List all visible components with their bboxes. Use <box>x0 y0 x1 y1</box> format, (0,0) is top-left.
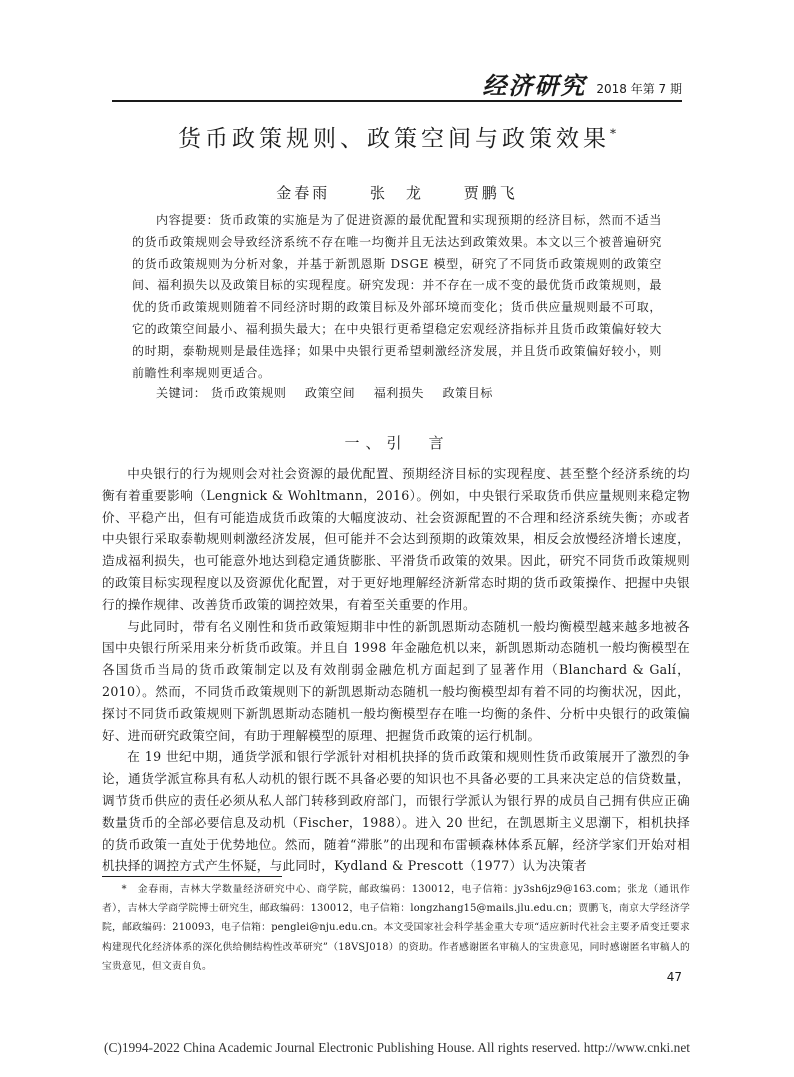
keyword: 政策空间 <box>304 386 356 400</box>
footnote: * 金春雨，吉林大学数量经济研究中心、商学院，邮政编码：130012，电子信箱：jy3sh6jz9@163.com；张龙（通讯作者），吉林大学商学院博士研究生，邮政编码：130012，电子信箱：longzhang15@mails.jlu.edu.cn；贾鹏飞，南京大学经济学院，邮政编码：210093，电子信箱：penglei@nju.edu.cn。本文受国家社会科学基金重大专项“适应新时代社会主要矛盾变迁要求构建现代化经济体系的深化供给侧结构性改革研究”（18VSJ018）的资助。作者感谢匿名审稿人的宝贵意见，同时感谢匿名审稿人的宝贵意见，但文责自负。 <box>102 884 690 972</box>
keyword: 货币政策规则 <box>210 386 287 400</box>
author: 贾鹏飞 <box>463 184 518 202</box>
keywords <box>132 384 662 402</box>
paper-title <box>0 120 794 153</box>
author: 金春雨 <box>276 184 331 202</box>
copyright-notice: (C)1994-2022 China Academic Journal Electronic Publishing House. All rights reserved. http://www.cnki.net <box>104 1040 690 1055</box>
footnote-divider <box>102 876 282 877</box>
keyword: 政策目标 <box>442 386 493 400</box>
paper-title-text: 货币政策规则、政策空间与政策效果 <box>178 126 610 152</box>
page-number: 47 <box>666 970 682 984</box>
paragraph: 在 19 世纪中期，通货学派和银行学派针对相机抉择的货币政策和规则性货币政策展开了激烈的争论，通货学派宣称具有私人动机的银行既不具备必要的知识也不具备必要的工具来决定总的信贷数量，调节货币供应的责任必须从私人部门转移到政府部门，而银行学派认为银行界的成员自己拥有供应正确数量货币的全部必要信息及动机（Fischer，1988）。进入 20 世纪，在凯恩斯主义思潮下，相机抉择的货币政策一直处于优势地位。然而，随着“滞胀”的出现和布雷顿森林体系瓦解，经济学家们开始对相机抉择的调控方式产生怀疑，与此同时，Kydland & Prescott（1977）认为决策者 <box>102 749 690 874</box>
abstract: 内容提要：货币政策的实施是为了促进资源的最优配置和实现预期的经济目标，然而不适当的货币政策规则会导致经济系统不存在唯一均衡并且无法达到政策效果。本文以三个被普遍研究的货币政策规则为分析对象，并基于新凯恩斯 DSGE 模型，研究了不同货币政策规则的政策空间、福利损失以及政策目标的实现程度。研究发现：并不存在一成不变的最优货币政策规则，最优的货币政策规则随着不同经济时期的政策目标及外部环境而变化；货币供应量规则最不可取，它的政策空间最小、福利损失最大；在中央银行更希望稳定宏观经济指标并且货币政策偏好较大的时期，泰勒规则是最佳选择；如果中央银行更希望刺激经济发展，并且货币政策偏好较小，则前瞻性利率规则更适合。 <box>132 213 662 380</box>
paragraph: 中央银行的行为规则会对社会资源的最优配置、预期经济目标的实现程度、甚至整个经济系统的均衡有着重要影响（Lengnick & Wohltmann，2016）。例如，中央银行采取货币供应量规则来稳定物价、平稳产出，但有可能造成货币政策的大幅度波动、社会资源配置的不合理和经济系统失衡；亦或者中央银行采取泰勒规则刺激经济发展，但可能并不会达到预期的政策效果，相反会放慢经济增长速度，造成福利损失，也可能意外地达到稳定通货膨胀、平滑货币政策的效果。因此，研究不同货币政策规则的政策目标实现程度以及资源优化配置，对于更好地理解经济新常态时期的货币政策操作、把握中央银行的操作规律、改善货币政策的调控效果，有着至关重要的作用。 <box>102 466 690 612</box>
title-footnote-mark: * <box>610 126 616 141</box>
journal-name: 经济研究 <box>482 71 587 100</box>
author: 张 龙 <box>369 184 424 202</box>
author-list <box>0 182 794 203</box>
paragraph: 与此同时，带有名义刚性和货币政策短期非中性的新凯恩斯动态随机一般均衡模型越来越多地被各国中央银行所采用来分析货币政策。并且自 1998 年金融危机以来，新凯恩斯动态随机一般均衡模型在各国货币当局的货币政策制定以及有效削弱金融危机方面起到了显著作用（Blanchard & Galí，2010）。然而，不同货币政策规则下的新凯恩斯动态随机一般均衡模型却有着不同的均衡状况，因此，探讨不同货币政策规则下新凯恩斯动态随机一般均衡模型存在唯一均衡的条件、分析中央银行的政策偏好、进而研究政策空间，有助于理解模型的原理、把握货币政策的运行机制。 <box>102 618 690 743</box>
body-text <box>102 463 690 877</box>
keywords-label: 关键词： <box>156 386 207 400</box>
issue-label: 2018 年第 7 期 <box>596 82 682 97</box>
running-header <box>112 70 682 102</box>
section-heading: 一、引 言 <box>344 434 450 452</box>
keyword: 福利损失 <box>373 386 425 400</box>
